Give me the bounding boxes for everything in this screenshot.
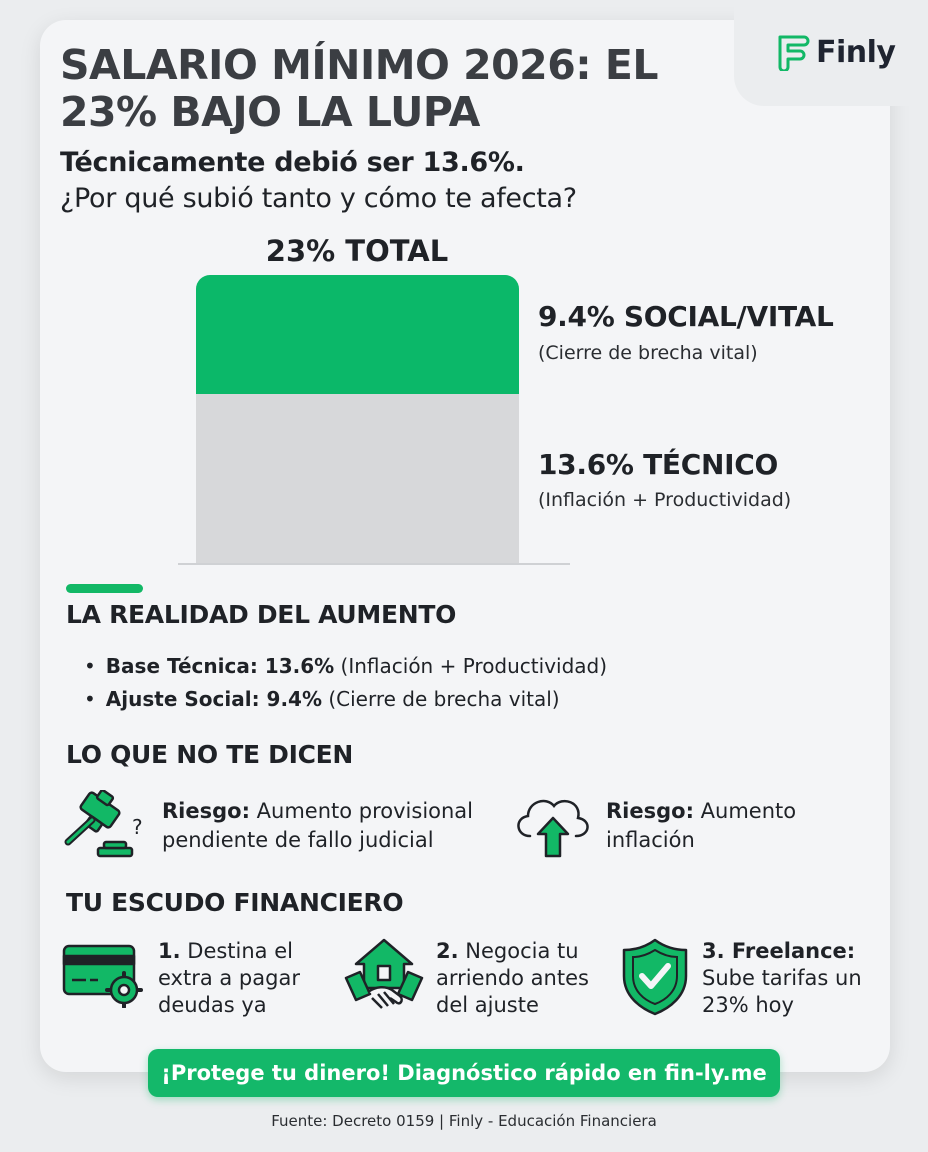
gavel-question-icon: [62, 790, 152, 864]
escudo-tip-2: 2. Negocia tu arriendo antes del ajuste: [436, 939, 589, 1017]
finly-logo-icon: [776, 33, 810, 71]
shield-check-icon: [620, 936, 690, 1018]
realidad-heading: LA REALIDAD DEL AUMENTO: [66, 600, 457, 629]
cta-button[interactable]: ¡Protege tu dinero! Diagnóstico rápido en fin-ly.me: [148, 1049, 780, 1097]
escudo-tip-1: 1. Destina el extra a pagar deudas ya: [158, 939, 300, 1017]
realidad-list: [84, 650, 607, 716]
brand-name: Finly: [816, 34, 896, 70]
escudo-heading: TU ESCUDO FINANCIERO: [66, 888, 404, 917]
svg-text:?: ?: [132, 815, 143, 839]
house-handshake-icon: [342, 936, 426, 1018]
chart-baseline: [178, 563, 570, 565]
riesgo-inflacion-text: Riesgo: Aumento inflación: [606, 799, 797, 852]
list-item: • Ajuste Social: 9.4% (Cierre de brecha vital): [84, 683, 607, 716]
riesgos-heading: LO QUE NO TE DICEN: [66, 740, 354, 769]
subtitle-bold: Técnicamente debió ser 13.6%.: [60, 147, 525, 178]
riesgo-judicial-text: Riesgo: Aumento provisional pendiente de fallo judicial: [162, 799, 474, 852]
list-item: • Base Técnica: 13.6% (Inflación + Productividad): [84, 650, 607, 683]
escudo-tip-3: 3. Freelance: Sube tarifas un 23% hoy: [702, 939, 862, 1017]
social-segment-title: 9.4% SOCIAL/VITAL: [538, 300, 834, 333]
cloud-up-arrow-icon: [510, 790, 596, 862]
credit-card-gear-icon: [62, 940, 146, 1008]
tecnico-segment-note: (Inflación + Productividad): [538, 489, 792, 511]
page-title: SALARIO MÍNIMO 2026: EL 23% BAJO LA LUPA: [60, 41, 659, 136]
subtitle: ¿Por qué subió tanto y cómo te afecta?: [60, 183, 577, 214]
bar-segment-tecnico: [196, 394, 519, 564]
section-accent-bar: [66, 584, 143, 593]
chart-total-label: 23% TOTAL: [265, 234, 449, 268]
bar-segment-social: [196, 275, 519, 394]
source-footer: Fuente: Decreto 0159 | Finly - Educación Financiera: [271, 1112, 657, 1130]
brand-logo: [776, 32, 895, 72]
tecnico-segment-title: 13.6% TÉCNICO: [538, 448, 778, 481]
social-segment-note: (Cierre de brecha vital): [538, 342, 758, 364]
